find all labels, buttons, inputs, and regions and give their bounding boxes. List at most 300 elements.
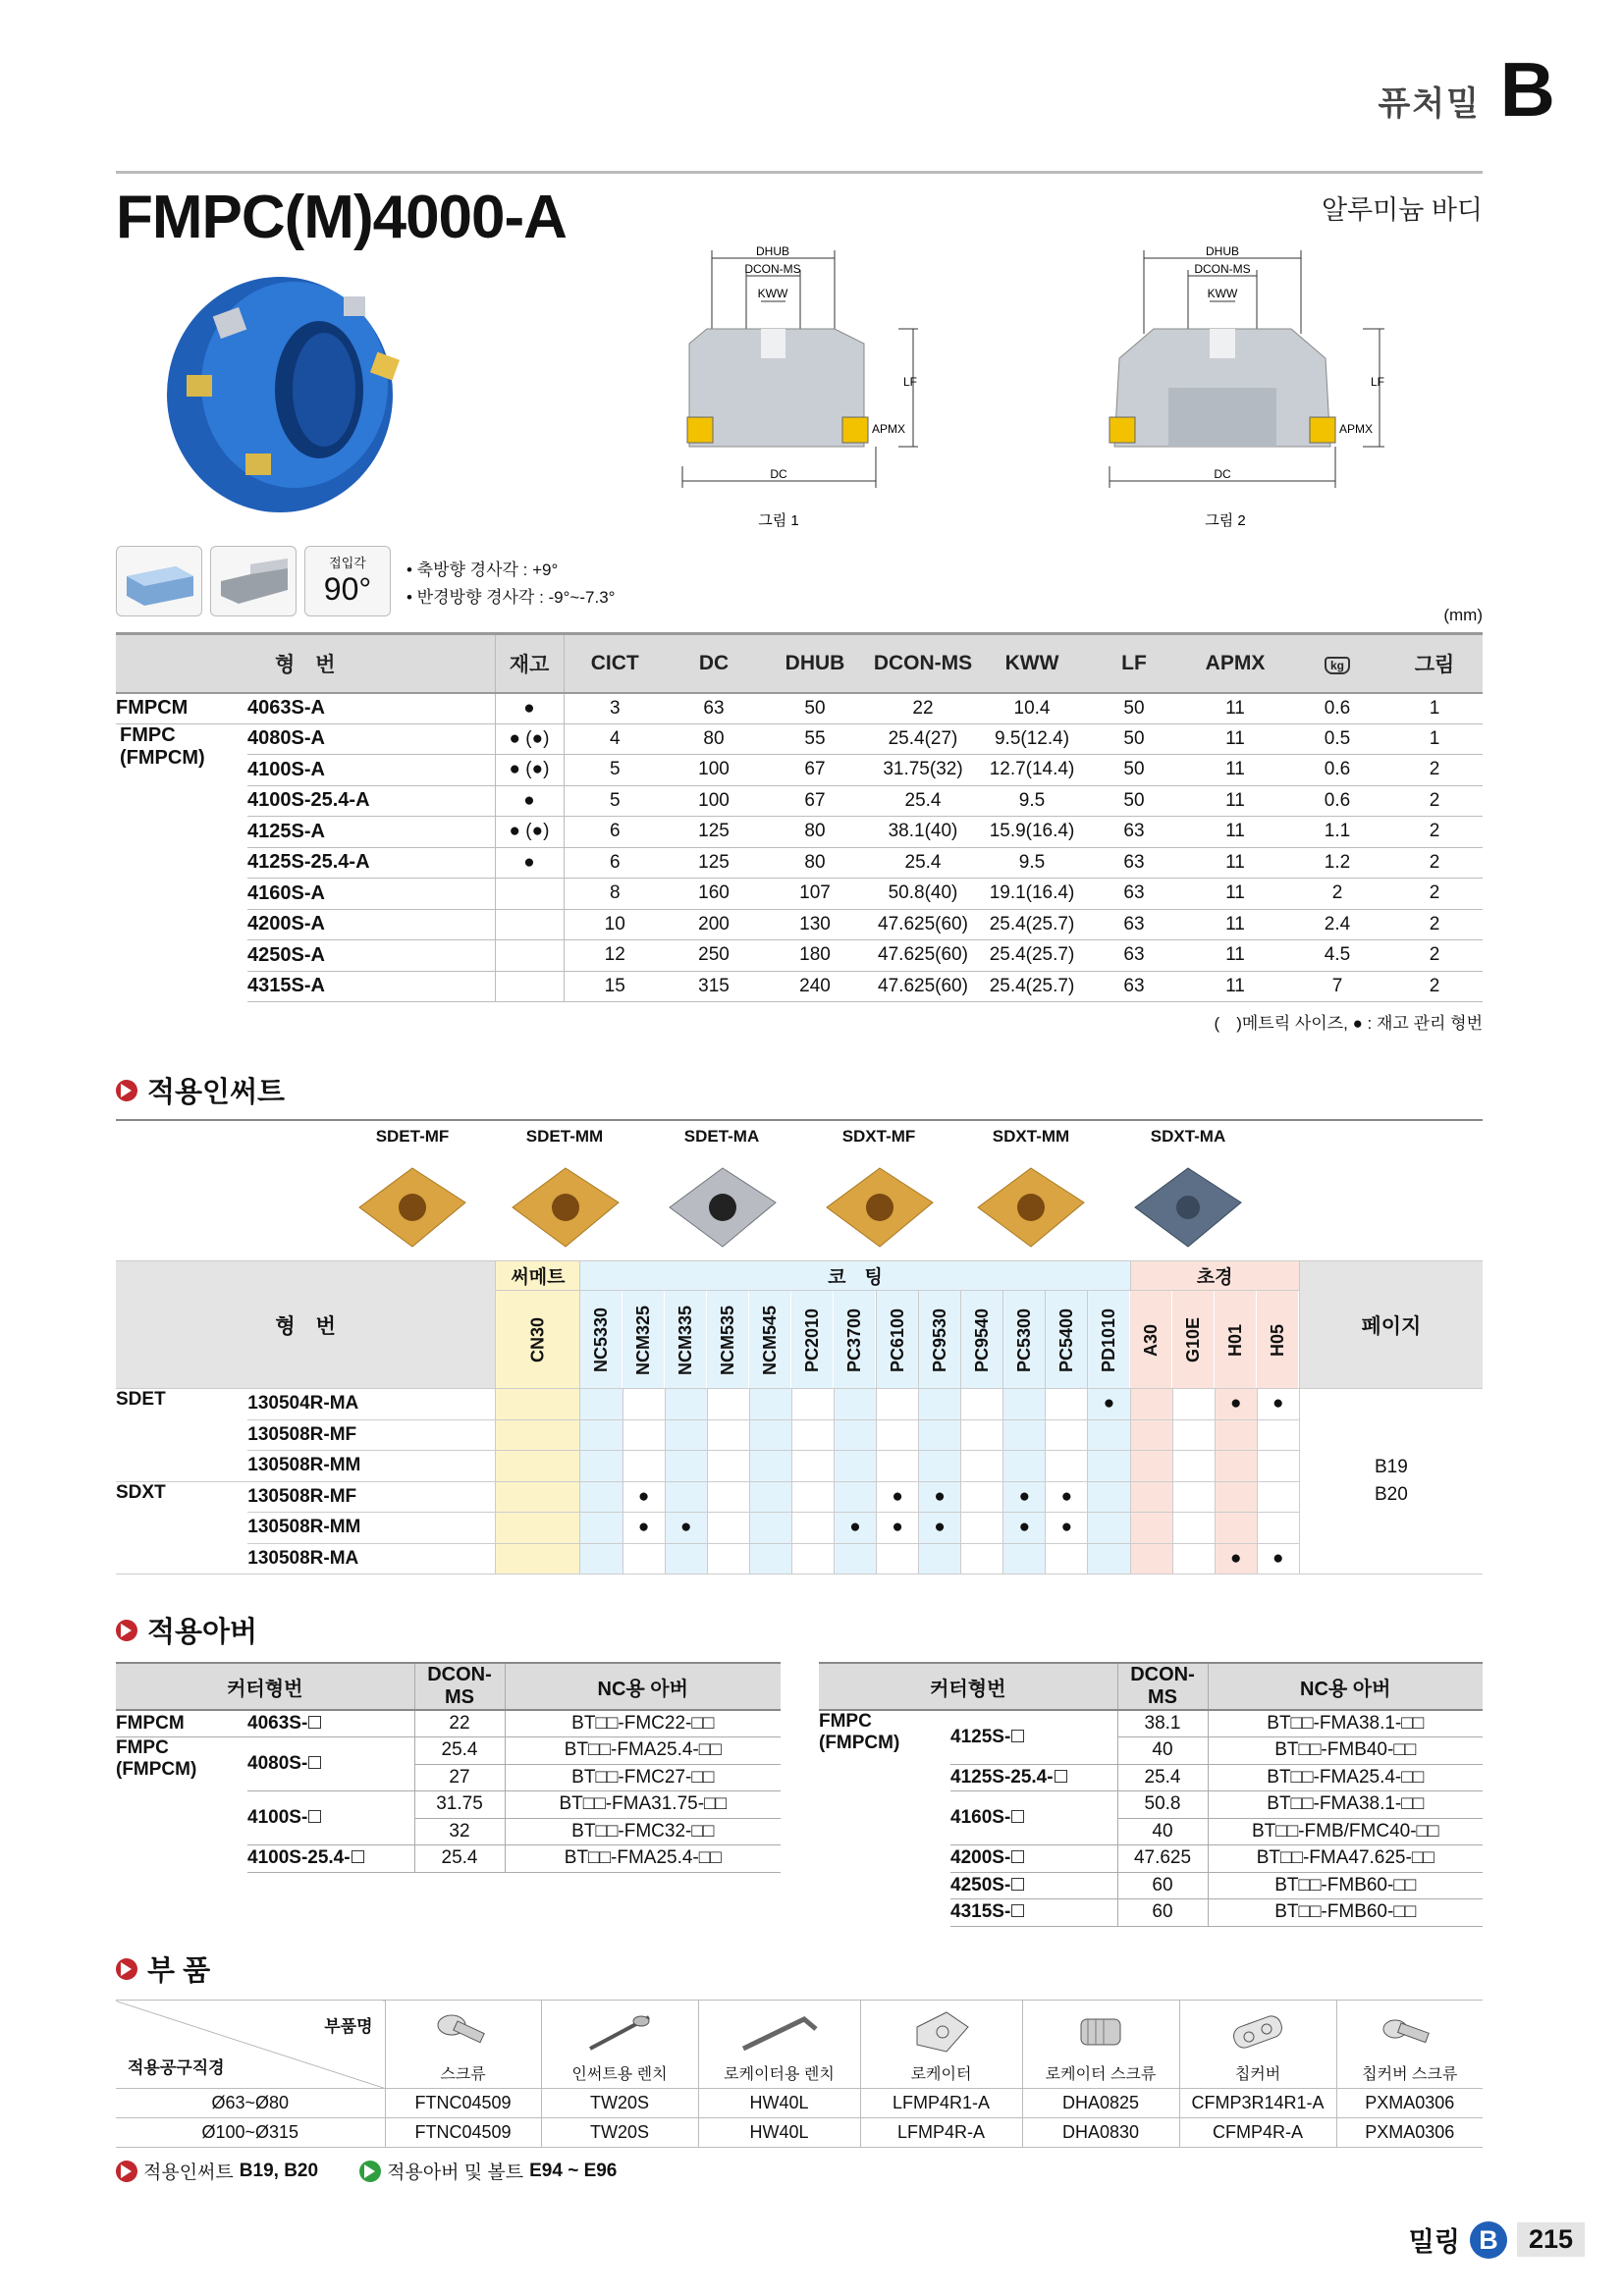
dcon-cell: 25.4 (868, 847, 978, 879)
grade-mark (707, 1543, 749, 1575)
grade-mark (1257, 1451, 1299, 1482)
dcon-cell: 47.625(60) (868, 940, 978, 972)
fig1-dc-label: DC (770, 467, 787, 481)
grade-mark: ● (877, 1481, 919, 1513)
grade-mark (496, 1451, 580, 1482)
page-title: FMPC(M)4000-A (116, 184, 567, 251)
stock-cell: ● (495, 785, 564, 817)
kww-cell: 25.4(25.7) (978, 909, 1086, 940)
part-name: 로케이터 (910, 2066, 972, 2083)
grade-mark: ● (1046, 1513, 1088, 1544)
screw-icon (434, 2007, 493, 2056)
weight-cell: 1.1 (1288, 817, 1386, 848)
grade-mark (834, 1543, 876, 1575)
placeholder-box-icon (1011, 1810, 1024, 1823)
grade-mark (919, 1543, 961, 1575)
grade-name: H01 (1215, 1291, 1257, 1389)
spec-header-model: 형 번 (116, 634, 495, 693)
kww-cell: 9.5 (978, 847, 1086, 879)
section-bullet-icon (116, 1080, 137, 1101)
arbor-dcon: 25.4 (1117, 1764, 1208, 1791)
grade-mark (665, 1481, 707, 1513)
parts-row (116, 2118, 1483, 2148)
placeholder-box-icon (308, 1810, 321, 1823)
grade-mark (749, 1451, 791, 1482)
spec-row (116, 755, 1483, 786)
grade-mark (665, 1543, 707, 1575)
spec-footnote: ( )메트릭 사이즈, ● : 재고 관리 형번 (1214, 1014, 1483, 1033)
apmx-cell: 11 (1182, 693, 1288, 724)
grade-mark (1003, 1419, 1046, 1451)
arbor-series (116, 1737, 247, 1873)
lf-cell: 63 (1086, 909, 1182, 940)
parts-code: LFMP4R1-A (860, 2089, 1022, 2118)
fig2-lf-label: LF (1371, 375, 1385, 389)
dhub-cell: 55 (762, 723, 868, 755)
chip-cover-screw-icon (1376, 2007, 1444, 2056)
kww-cell: 25.4(25.7) (978, 971, 1086, 1002)
grade-mark: ● (1088, 1389, 1130, 1420)
cict-cell: 5 (564, 785, 666, 817)
kww-cell: 10.4 (978, 693, 1086, 724)
arbor-nc: BT□□-FMA25.4-□□ (505, 1845, 781, 1873)
arbor-model (247, 1737, 414, 1791)
apmx-cell: 11 (1182, 847, 1288, 879)
reference-arbor-pages[interactable]: E94 ~ E96 (529, 2160, 618, 2181)
dcon-cell: 25.4(27) (868, 723, 978, 755)
arbor-nc: BT□□-FMB/FMC40-□□ (1208, 1818, 1483, 1845)
grade-name: PC9540 (961, 1291, 1003, 1389)
arbor-header-dcon: DCON-MS (1117, 1663, 1208, 1710)
dhub-cell: 107 (762, 879, 868, 910)
grade-name: PC6100 (877, 1291, 919, 1389)
arbor-model (950, 1764, 1117, 1791)
grade-header-page: 페이지 (1299, 1261, 1483, 1389)
kww-cell: 9.5 (978, 785, 1086, 817)
grade-mark: ● (1003, 1513, 1046, 1544)
stock-cell (495, 879, 564, 910)
arbor-header-nc: NC용 아버 (1208, 1663, 1483, 1710)
grade-mark (665, 1419, 707, 1451)
dc-cell: 80 (666, 723, 762, 755)
grade-mark (580, 1451, 623, 1482)
grade-mark (961, 1481, 1003, 1513)
grade-mark (1003, 1543, 1046, 1575)
parts-code: HW40L (698, 2118, 860, 2148)
stock-cell: ● (495, 847, 564, 879)
arbor-nc: BT□□-FMB60-□□ (1208, 1899, 1483, 1927)
parts-code: PXMA0306 (1336, 2089, 1483, 2118)
grade-mark: ● (1257, 1543, 1299, 1575)
grade-mark: ● (1215, 1543, 1257, 1575)
grade-row (116, 1419, 1483, 1451)
lf-cell: 50 (1086, 755, 1182, 786)
weight-cell: 0.6 (1288, 693, 1386, 724)
inserts-section-label: 적용인써트 (147, 1077, 286, 1108)
placeholder-box-icon (1011, 1878, 1024, 1891)
grade-model: 130508R-MA (247, 1543, 496, 1575)
grade-page-ref[interactable]: B19 (1375, 1457, 1408, 1477)
page-footer (1409, 2220, 1585, 2259)
dc-cell: 250 (666, 940, 762, 972)
grade-mark (961, 1543, 1003, 1575)
dhub-cell: 50 (762, 693, 868, 724)
spec-header-stock: 재고 (495, 634, 564, 693)
dc-cell: 200 (666, 909, 762, 940)
grade-mark (1130, 1389, 1172, 1420)
arbor-model-label: 4100S- (247, 1807, 308, 1828)
arbor-dcon: 60 (1117, 1872, 1208, 1899)
insert-image-gray (1131, 1163, 1245, 1252)
cict-cell: 8 (564, 879, 666, 910)
locator-screw-icon (1066, 2007, 1135, 2056)
section-bullet-icon (116, 1958, 137, 1980)
weight-cell: 0.6 (1288, 785, 1386, 817)
grade-mark (791, 1513, 834, 1544)
parts-range: Ø63~Ø80 (116, 2089, 385, 2118)
radial-rake-text: • 반경방향 경사각 : -9°~-7.3° (406, 588, 616, 607)
unit-note: (mm) (1443, 606, 1483, 624)
grade-mark (707, 1451, 749, 1482)
spec-header-lf: LF (1086, 634, 1182, 693)
dc-cell: 100 (666, 785, 762, 817)
model-cell: 4080S-A (247, 723, 495, 755)
parts-code: CFMP4R-A (1179, 2118, 1336, 2148)
grade-mark (1172, 1481, 1215, 1513)
model-cell: 4315S-A (247, 971, 495, 1002)
arbor-nc: BT□□-FMA25.4-□□ (1208, 1764, 1483, 1791)
arbor-series (819, 1710, 950, 1926)
model-cell: 4160S-A (247, 879, 495, 910)
grade-mark (1003, 1389, 1046, 1420)
parts-code: DHA0825 (1022, 2089, 1179, 2118)
arbor-section-label: 적용아버 (147, 1617, 258, 1648)
kww-cell: 9.5(12.4) (978, 723, 1086, 755)
series-fmpcm-label: (FMPCM) (120, 746, 205, 769)
dcon-cell: 50.8(40) (868, 879, 978, 910)
part-locator-screw (1022, 2001, 1179, 2089)
kww-cell: 15.9(16.4) (978, 817, 1086, 848)
cict-cell: 5 (564, 755, 666, 786)
grade-mark (580, 1419, 623, 1451)
grade-mark (1130, 1513, 1172, 1544)
grade-mark (665, 1389, 707, 1420)
model-cell: 4100S-25.4-A (247, 785, 495, 817)
arbor-dcon: 25.4 (414, 1737, 505, 1765)
grade-mark (1257, 1513, 1299, 1544)
arbor-model (247, 1710, 414, 1737)
grade-page-ref[interactable]: B20 (1375, 1484, 1408, 1505)
part-name: 스크류 (440, 2066, 486, 2083)
fig2-dc-label: DC (1214, 467, 1231, 481)
arbor-model (950, 1791, 1117, 1845)
parts-code: FTNC04509 (385, 2118, 541, 2148)
page-subtitle: 알루미늄 바디 (1322, 195, 1483, 225)
figure-cell: 2 (1386, 785, 1483, 817)
arbor-dcon: 32 (414, 1818, 505, 1845)
arbor-model-label: 4200S- (950, 1847, 1011, 1869)
figure-cell: 2 (1386, 847, 1483, 879)
spec-header-apmx: APMX (1182, 634, 1288, 693)
insert-image-gold (974, 1163, 1088, 1252)
grade-mark (877, 1451, 919, 1482)
fig2-dcon-label: DCON-MS (1194, 262, 1251, 276)
grade-mark (1257, 1481, 1299, 1513)
approach-angle-box (304, 546, 391, 616)
lf-cell: 50 (1086, 785, 1182, 817)
grade-mark (834, 1389, 876, 1420)
grade-mark (1088, 1543, 1130, 1575)
grade-mark (1130, 1451, 1172, 1482)
dc-cell: 63 (666, 693, 762, 724)
model-cell: 4250S-A (247, 940, 495, 972)
parts-table (116, 2000, 1483, 2148)
arbor-series-fmpcm: (FMPCM) (116, 1759, 197, 1780)
grade-mark (1088, 1513, 1130, 1544)
parts-section-label: 부 품 (147, 1955, 211, 1987)
parts-code: PXMA0306 (1336, 2118, 1483, 2148)
grade-series: SDXT (116, 1481, 247, 1575)
inserts-divider (116, 1119, 1483, 1121)
cict-cell: 6 (564, 847, 666, 879)
fig1-lf-label: LF (903, 375, 918, 389)
approach-angle-value: 90° (323, 571, 372, 607)
dcon-cell: 22 (868, 693, 978, 724)
spec-header-dcon: DCON-MS (868, 634, 978, 693)
apmx-cell: 11 (1182, 909, 1288, 940)
lf-cell: 50 (1086, 723, 1182, 755)
grade-mark (1003, 1451, 1046, 1482)
grade-mark (1088, 1419, 1130, 1451)
parts-range: Ø100~Ø315 (116, 2118, 385, 2148)
grade-model: 130508R-MF (247, 1481, 496, 1513)
spec-row (116, 785, 1483, 817)
apmx-cell: 11 (1182, 785, 1288, 817)
grade-mark (1130, 1419, 1172, 1451)
arbor-row (116, 1737, 781, 1765)
grade-group-row (116, 1261, 1483, 1291)
parts-code: TW20S (541, 2089, 698, 2118)
grade-mark (919, 1451, 961, 1482)
arbor-dcon: 47.625 (1117, 1845, 1208, 1873)
weight-cell: 2 (1288, 879, 1386, 910)
lf-cell: 63 (1086, 847, 1182, 879)
grade-name: PC9530 (919, 1291, 961, 1389)
fig1-dhub-label: DHUB (755, 244, 790, 258)
lf-cell: 50 (1086, 693, 1182, 724)
model-cell: 4100S-A (247, 755, 495, 786)
weight-cell: 1.2 (1288, 847, 1386, 879)
grade-mark (791, 1419, 834, 1451)
grade-mark (580, 1513, 623, 1544)
face-milling-icon (210, 546, 297, 616)
weight-icon: kg (1288, 634, 1386, 693)
reference-bullet-icon (359, 2161, 381, 2182)
section-bullet-icon (116, 1620, 137, 1641)
grade-mark (623, 1543, 665, 1575)
grade-name: NCM325 (623, 1291, 665, 1389)
model-cell: 4125S-A (247, 817, 495, 848)
spec-row (116, 879, 1483, 910)
grade-mark (496, 1543, 580, 1575)
arbor-nc: BT□□-FMA38.1-□□ (1208, 1791, 1483, 1819)
grade-mark (749, 1419, 791, 1451)
arbor-series-fmpc: FMPC (819, 1711, 872, 1732)
grade-model: 130508R-MM (247, 1513, 496, 1544)
grade-mark (1172, 1389, 1215, 1420)
grade-mark (749, 1389, 791, 1420)
arbor-dcon: 40 (1117, 1737, 1208, 1765)
insert-name: SDXT-MF (841, 1127, 916, 1146)
approach-angle-label: 접입각 (329, 556, 366, 570)
header-divider (116, 171, 1483, 174)
grade-mark (707, 1389, 749, 1420)
fig1-caption: 그림 1 (758, 512, 799, 529)
grade-name: CN30 (496, 1291, 580, 1389)
footer-letter-badge: B (1470, 2221, 1507, 2259)
grade-mark (665, 1451, 707, 1482)
arbor-dcon: 38.1 (1117, 1710, 1208, 1737)
grade-mark (1172, 1543, 1215, 1575)
insert-image-gold (823, 1163, 937, 1252)
spec-row (116, 693, 1483, 724)
grade-mark (496, 1513, 580, 1544)
series-fmpc (116, 723, 247, 1002)
insert-name: SDET-MA (683, 1127, 760, 1146)
grade-mark (749, 1513, 791, 1544)
arbor-dcon: 25.4 (414, 1845, 505, 1873)
series-fmpcm: FMPCM (116, 693, 247, 724)
grade-mark (580, 1543, 623, 1575)
dc-cell: 125 (666, 817, 762, 848)
stock-cell: ● (●) (495, 755, 564, 786)
kww-cell: 25.4(25.7) (978, 940, 1086, 972)
grade-mark (1215, 1451, 1257, 1482)
figure-cell: 1 (1386, 693, 1483, 724)
insert-image-silver (666, 1163, 780, 1252)
grade-mark (1130, 1481, 1172, 1513)
part-chip-cover-screw (1336, 2001, 1483, 2089)
chip-cover-icon (1223, 2007, 1292, 2056)
parts-code: FTNC04509 (385, 2089, 541, 2118)
grade-row (116, 1543, 1483, 1575)
arbor-model (950, 1710, 1117, 1764)
grade-mark: ● (919, 1513, 961, 1544)
figure-cell: 1 (1386, 723, 1483, 755)
grade-mark (1046, 1389, 1088, 1420)
grade-mark: ● (623, 1481, 665, 1513)
lf-cell: 63 (1086, 971, 1182, 1002)
grade-mark (580, 1481, 623, 1513)
arbor-header-nc: NC용 아버 (505, 1663, 781, 1710)
grade-mark: ● (1257, 1389, 1299, 1420)
placeholder-box-icon (1011, 1730, 1024, 1742)
figure-cell: 2 (1386, 909, 1483, 940)
grade-name: PC5400 (1046, 1291, 1088, 1389)
arbor-model-label: 4125S- (950, 1726, 1011, 1747)
cict-cell: 4 (564, 723, 666, 755)
grade-mark: ● (1003, 1481, 1046, 1513)
grade-mark (1215, 1419, 1257, 1451)
grade-name: PC3700 (834, 1291, 876, 1389)
insert-name: SDET-MF (375, 1127, 450, 1146)
grade-mark (1046, 1543, 1088, 1575)
arbor-nc: BT□□-FMC27-□□ (505, 1764, 781, 1791)
figure-cell: 2 (1386, 971, 1483, 1002)
arbor-header-model: 커터형번 (116, 1663, 414, 1710)
inserts-section-title (116, 1070, 285, 1110)
insert-name: SDXT-MM (992, 1127, 1070, 1146)
part-chip-cover (1179, 2001, 1336, 2089)
grade-name: NC5330 (580, 1291, 623, 1389)
cict-cell: 12 (564, 940, 666, 972)
grade-mark (707, 1513, 749, 1544)
arbor-nc: BT□□-FMB60-□□ (1208, 1872, 1483, 1899)
figure-cell: 2 (1386, 940, 1483, 972)
dhub-cell: 67 (762, 785, 868, 817)
reference-bullet-icon (116, 2161, 137, 2182)
grade-name: NCM335 (665, 1291, 707, 1389)
fig2-kww-label: KWW (1207, 287, 1238, 300)
weight-cell: 2.4 (1288, 909, 1386, 940)
grade-mark (707, 1481, 749, 1513)
spec-header-kww: KWW (978, 634, 1086, 693)
grade-name: NCM545 (749, 1291, 791, 1389)
grade-mark (961, 1419, 1003, 1451)
grade-model: 130504R-MA (247, 1389, 496, 1420)
grade-page-cell (1299, 1389, 1483, 1575)
grade-name: PC2010 (791, 1291, 834, 1389)
spec-row (116, 971, 1483, 1002)
arbor-row (819, 1710, 1483, 1737)
grade-group-hard: 초경 (1130, 1261, 1299, 1291)
shoulder-milling-icon (116, 546, 202, 616)
stock-cell: ● (●) (495, 817, 564, 848)
part-name: 칩커버 스크류 (1362, 2066, 1458, 2083)
placeholder-box-icon (1011, 1850, 1024, 1863)
arbor-table-left (116, 1662, 781, 1873)
arbor-model (247, 1845, 414, 1873)
parts-code: DHA0830 (1022, 2118, 1179, 2148)
grade-mark (1172, 1419, 1215, 1451)
arbor-dcon: 27 (414, 1764, 505, 1791)
arbor-dcon: 40 (1117, 1818, 1208, 1845)
spec-header-dhub: DHUB (762, 634, 868, 693)
grade-mark (749, 1543, 791, 1575)
apmx-cell: 11 (1182, 723, 1288, 755)
grade-model: 130508R-MF (247, 1419, 496, 1451)
grade-group-coating: 코 팅 (580, 1261, 1130, 1291)
spec-header-row (116, 634, 1483, 693)
grade-name: A30 (1130, 1291, 1172, 1389)
insert-name: SDXT-MA (1150, 1127, 1226, 1146)
spec-header-dc: DC (666, 634, 762, 693)
apmx-cell: 11 (1182, 755, 1288, 786)
arbor-model-label: 4160S- (950, 1807, 1011, 1828)
part-screw (385, 2001, 541, 2089)
grade-mark: ● (665, 1513, 707, 1544)
grade-mark (496, 1389, 580, 1420)
cict-cell: 15 (564, 971, 666, 1002)
grade-mark (580, 1389, 623, 1420)
arbor-model (247, 1791, 414, 1845)
weight-cell: 0.6 (1288, 755, 1386, 786)
parts-header-row (116, 2001, 1483, 2089)
grade-mark (834, 1451, 876, 1482)
reference-insert-pages[interactable]: B19, B20 (239, 2160, 319, 2181)
placeholder-box-icon (1011, 1904, 1024, 1917)
model-cell: 4200S-A (247, 909, 495, 940)
